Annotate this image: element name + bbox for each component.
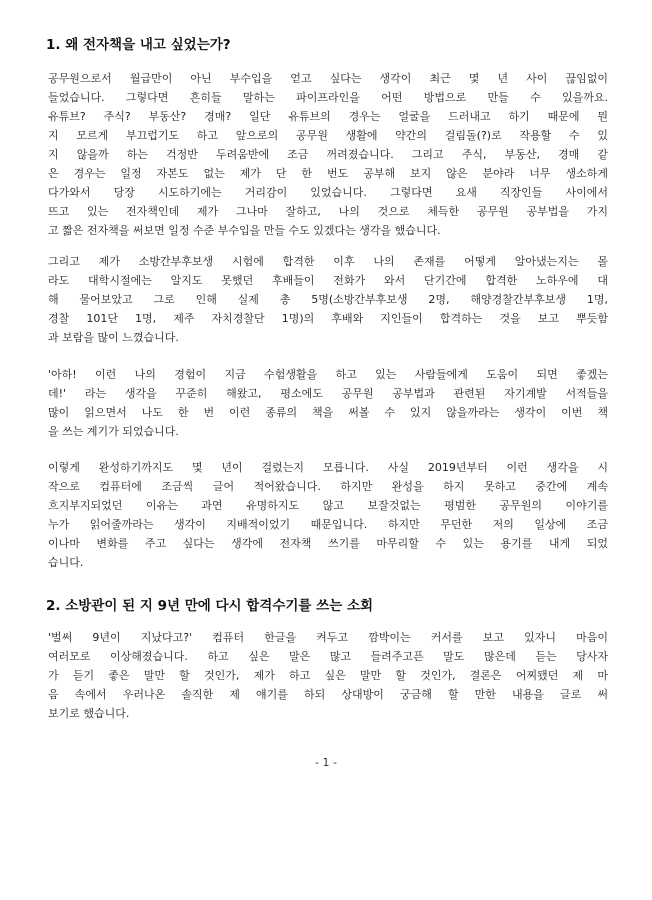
text-line: 이나마 변화를 주고 싶다는 생각에 전자책 쓰기를 마무리할 수 있는 용기를 내게 되었: [48, 537, 608, 550]
section-1-paragraph-2: [48, 252, 608, 347]
text-line: 음 속에서 우러나온 솔직한 제 얘기를 하되 상대방이 궁금해 할 만한 내용을 글로 써: [48, 688, 608, 701]
text-line: 데!' 라는 생각을 꾸준히 해왔고, 평소에도 공무원 공부법과 관련된 자기계발 서적들을: [48, 387, 608, 400]
text-line: 여러모로 이상해졌습니다. 하고 싶은 말은 많고 들려주고픈 말도 많은데 듣는 당사자: [48, 650, 608, 663]
section-2-heading: 2. 소방관이 된 지 9년 만에 다시 합격수기를 쓰는 소회: [46, 598, 374, 614]
text-line: 많이 읽으면서 나도 한 번 이런 종류의 책을 써볼 수 있지 않을까라는 생각이 이번 책: [48, 406, 608, 419]
text-line: 지 않을까 하는 걱정반 두려움반에 조금 꺼려졌습니다. 그리고 주식, 부동산, 경매 같: [48, 148, 608, 161]
text-line: 가 듣기 좋은 말만 할 것인가, 제가 하고 싶은 말만 할 것인가, 결론은 어찌됐던 제 마: [48, 669, 608, 682]
text-line: 습니다.: [48, 556, 84, 569]
section-1-paragraph-3: [48, 365, 608, 441]
text-line: 들었습니다. 그렇다면 흔히들 말하는 파이프라인을 어떤 방법으로 만들 수 있을까요.: [48, 91, 608, 104]
text-line: 작으로 컴퓨터에 조금씩 글어 적어왔습니다. 하지만 완성을 하지 못하고 중간에 계속: [48, 480, 608, 493]
text-line: 해 물어보았고 그로 인해 실제 총 5명(소방간부후보생 2명, 해양경찰간부후보생 1명,: [48, 293, 608, 306]
page-number: - 1 -: [315, 756, 337, 769]
text-line: '벌써 9년이 지났다고?' 컴퓨터 한글을 켜두고 깜박이는 커서를 보고 있자니 마음이: [48, 631, 608, 644]
text-line: 뜨고 있는 전자책인데 제가 그나마 잘하고, 나의 것으로 체득한 공무원 공부법을 가지: [48, 205, 608, 218]
text-line: 누가 읽어줄까라는 생각이 지배적이었기 때문입니다. 하지만 무던한 저의 일상에 조금: [48, 518, 608, 531]
text-line: 을 쓰는 계기가 되었습니다.: [48, 425, 179, 438]
text-line: 경찰 101단 1명, 제주 자치경찰단 1명)의 후배와 지인들이 합격하는 것을 보고 뿌듯함: [48, 312, 608, 325]
text-line: 과 보람을 많이 느꼈습니다.: [48, 331, 179, 344]
text-line: 이렇게 완성하기까지도 몇 년이 걸렸는지 모릅니다. 사실 2019년부터 이런 생각을 시: [48, 461, 608, 474]
text-line: 흐지부지되었던 이유는 과연 유명하지도 않고 보잘것없는 평범한 공무원의 이야기를: [48, 499, 608, 512]
section-1-paragraph-4: [48, 458, 608, 572]
section-2-paragraph-1: [48, 628, 608, 723]
text-line: 보기로 했습니다.: [48, 707, 130, 720]
text-line: '아하! 이런 나의 경험이 지금 수험생활을 하고 있는 사람들에게 도움이 되면 좋겠는: [48, 368, 608, 381]
text-line: 지 모르게 부끄럽기도 하고 앞으로의 공무원 생활에 약간의 걸림돌(?)로 작용할 수 있: [48, 129, 608, 142]
text-line: 고 짧은 전자책을 써보면 일정 수준 부수입을 만들 수도 있겠다는 생각을 했습니다.: [48, 224, 441, 237]
section-1-paragraph-1: [48, 69, 608, 240]
text-line: 다가와서 당장 시도하기에는 거리감이 있었습니다. 그렇다면 요새 직장인들 사이에서: [48, 186, 608, 199]
text-line: 공무원으로서 월급만이 아닌 부수입을 얻고 싶다는 생각이 최근 몇 년 사이 끊임없이: [48, 72, 608, 85]
text-line: 라도 대학시절에는 알지도 못했던 후배들이 전화가 와서 단기간에 합격한 노하우에 대: [48, 274, 608, 287]
text-line: 그리고 제가 소방간부후보생 시험에 합격한 이후 나의 존재를 어떻게 알아냈는지는 몰: [48, 255, 608, 268]
text-line: 은 경우는 일정 자본도 없는 제가 단 한 번도 공부해 보지 않은 분야라 너무 생소하게: [48, 167, 608, 180]
section-1-heading: 1. 왜 전자책을 내고 싶었는가?: [46, 37, 231, 53]
text-line: 유튜브? 주식? 부동산? 경매? 일단 유튜브의 경우는 얼굴을 드러내고 하기 때문에 뭔: [48, 110, 608, 123]
